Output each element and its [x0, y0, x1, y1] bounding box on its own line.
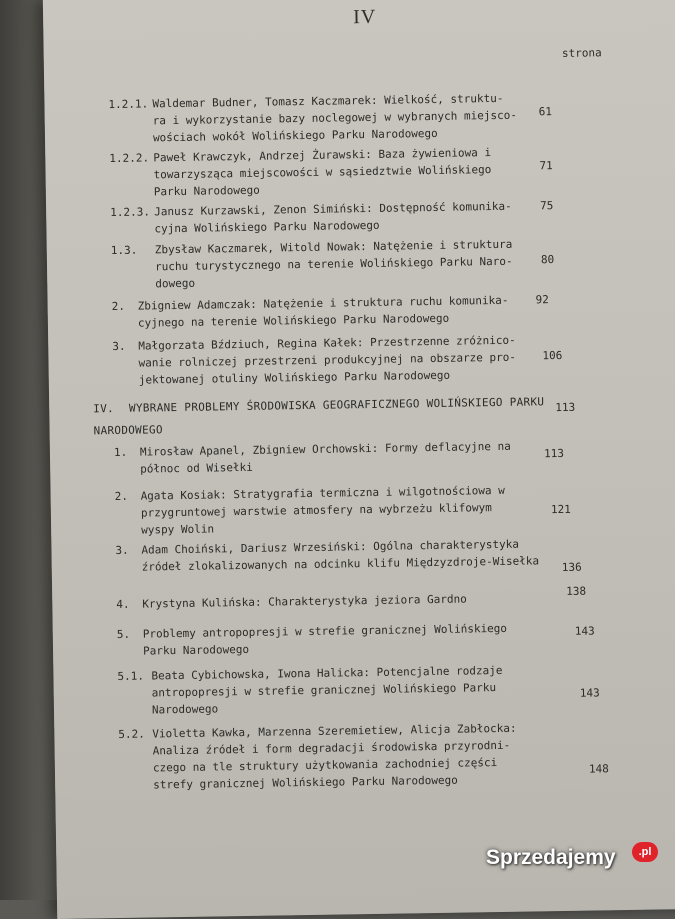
- toc-entry-number: 1.2.2.: [109, 151, 150, 166]
- toc-entry-page: 106: [542, 348, 563, 363]
- toc-entry-number: 2.: [111, 299, 126, 314]
- toc-entry-number: 3.: [112, 339, 126, 354]
- toc-entry-page: 138: [566, 584, 587, 598]
- toc-entry-page: 92: [535, 293, 549, 307]
- toc-entry-number: 1.2.1.: [108, 97, 149, 112]
- toc-entry-text: Adam Choiński, Dariusz Wrzesiński: Ogólna charakterystyka źródeł zlokalizowanych na odcinku klifu Międzyzdroje-Wisełka: [141, 537, 540, 574]
- toc-entry-page: 148: [588, 762, 609, 776]
- toc-entry-number: 5.1.: [117, 669, 145, 683]
- section-number: IV.: [93, 402, 115, 416]
- section-title-line2: NARODOWEGO: [93, 423, 163, 438]
- toc-entry-number: 3.: [115, 543, 129, 558]
- toc-entry-page: 143: [579, 686, 600, 700]
- toc-entry: [116, 588, 616, 612]
- toc-entry-text: Waldemar Budner, Tomasz Kaczmarek: Wielkość, struktu- ra i wykorzystanie bazy noclegowej w wybranych miejsco- wościach wokół Wolińskiego Parku Narodowego: [152, 91, 518, 145]
- toc-entry-text: Problemy antropopresji w strefie granicznej Wolińskiego Parku Narodowego: [142, 621, 508, 658]
- toc-entry-page: 113: [543, 446, 564, 461]
- document-page: [43, 0, 675, 919]
- section-page: 113: [555, 400, 576, 415]
- toc-entry-text: Mirosław Apanel, Zbigniew Orchowski: Formy deflacyjne na północ od Wisełki: [139, 439, 511, 476]
- toc-entry-page: 61: [538, 105, 552, 119]
- toc-entry-number: 1.3.: [110, 243, 138, 258]
- watermark-logo: Sprzedajemy: [486, 846, 616, 869]
- page-number: IV: [352, 5, 377, 29]
- toc-entry-text: Krystyna Kulińska: Charakterystyka jeziora Gardno: [142, 592, 467, 611]
- toc-entry-text: Agata Kosiak: Stratygrafia termiczna i wilgotnościowa w przygruntowej warstwie atmosfery na wybrzeżu klifowym wyspy Wolin: [140, 483, 505, 537]
- toc-entry-number: 5.: [116, 627, 131, 641]
- toc-entry-number: 1.2.3.: [110, 205, 151, 220]
- toc-entry-number: 4.: [116, 597, 130, 612]
- toc-entry-text: Janusz Kurzawski, Zenon Simiński: Dostępność komunika- cyjna Wolińskiego Parku Narodowego: [154, 199, 512, 236]
- toc-entry-text: Małgorzata Bździuch, Regina Kałek: Przestrzenne zróżnico- wanie rolniczej przestrzeni produkcyjnej na obszarze pro- jektowanej otuliny Wolińskiego Parku Narodowego: [138, 333, 517, 387]
- toc-entry-page: 80: [540, 253, 555, 267]
- section-title-line1: WYBRANE PROBLEMY ŚRODOWISKA GEOGRAFICZNEGO WOLIŃSKIEGO PARKU: [128, 395, 545, 415]
- section-heading: [93, 391, 554, 442]
- toc-entry-page: 121: [550, 502, 571, 517]
- toc-entry-page: 71: [539, 159, 553, 173]
- toc-entry-text: Violetta Kawka, Marzenna Szeremietiew, Alicja Zabłocka: Analiza źródeł i form degradacji środowiska przyrodni- czego na tle struktury użytkowania zachodniej części strefy granicznej Wolińskiego Parku Narodowego: [152, 721, 517, 792]
- toc-entry-number: 2.: [114, 489, 128, 504]
- toc-entry-page: 143: [574, 624, 595, 638]
- watermark-badge: .pl: [632, 842, 658, 862]
- page-column-label: strona: [561, 46, 602, 60]
- toc-entry-number: 1.: [113, 445, 128, 460]
- toc-entry-text: Zbigniew Adamczak: Natężenie i struktura ruchu komunika- cyjnego na terenie Wolińskiego Parku Narodowego: [137, 293, 509, 330]
- toc-entry-text: Beata Cybichowska, Iwona Halicka: Potencjalne rodzaje antropopresji w strefie granicznej Wolińskiego Parku Narodowego: [151, 663, 503, 717]
- toc-entry-text: Paweł Krawczyk, Andrzej Żurawski: Baza żywieniowa i towarzysząca miejscowości w sąsiedztwie Wolińskiego Parku Narodowego: [153, 146, 492, 199]
- toc-entry-number: 5.2.: [118, 727, 145, 741]
- toc-entry-page: 75: [540, 199, 554, 213]
- toc-entry-text: Zbysław Kaczmarek, Witold Nowak: Natężenie i struktura ruchu turystycznego na terenie Wolińskiego Parku Naro- dowego: [154, 237, 513, 291]
- toc-entry-page: 136: [561, 560, 582, 575]
